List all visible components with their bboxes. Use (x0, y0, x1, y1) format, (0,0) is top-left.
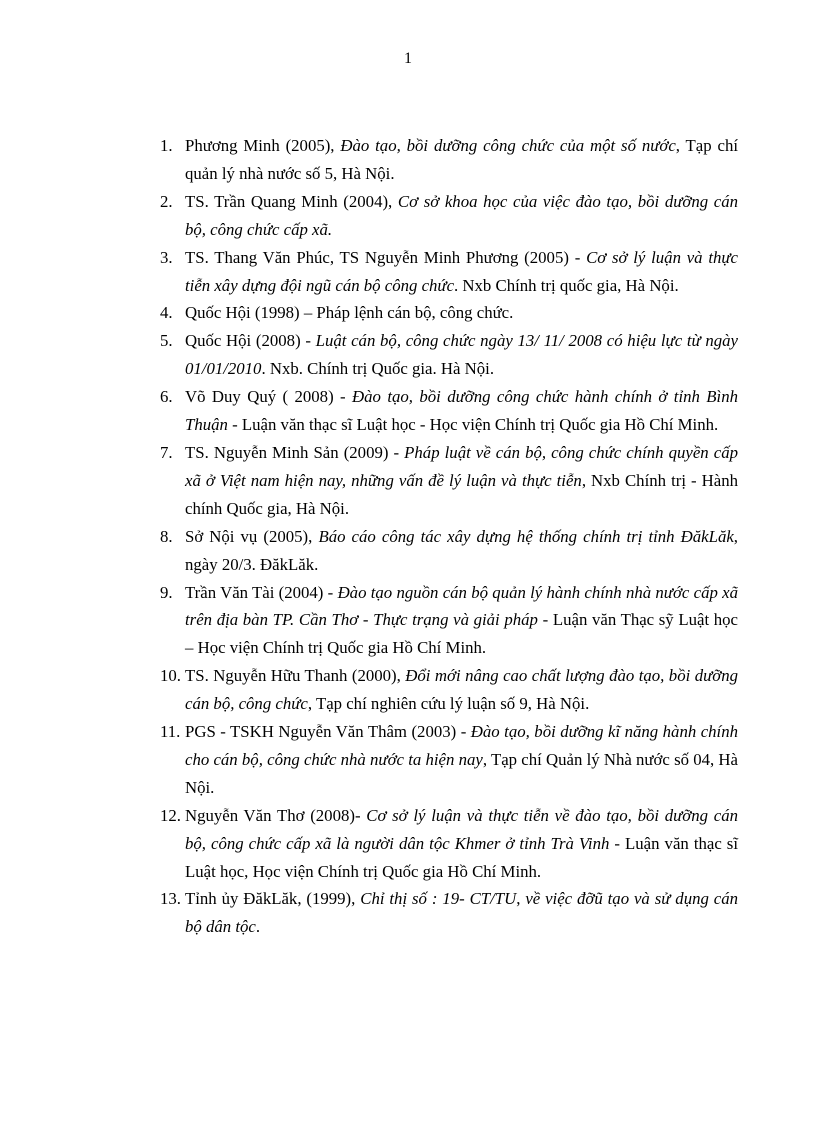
reference-title: Pháp luật về cán bộ, công chức chính quyền cấp xã ở Việt nam hiện nay, những vấn đề lý luận và thực tiễn (185, 442, 738, 490)
reference-detail: TS. Thang Văn Phúc, TS Nguyễn Minh Phương (2005) - (185, 247, 587, 267)
reference-title: Chỉ thị số : 19- CT/TU (360, 889, 517, 909)
reference-detail: Quốc Hội (2008) - (185, 331, 316, 351)
reference-text (185, 303, 513, 322)
reference-item (160, 662, 738, 718)
reference-item (160, 802, 738, 886)
reference-text (185, 192, 738, 239)
reference-number: 13. (160, 889, 181, 909)
reference-detail: , (516, 889, 526, 909)
reference-detail: , Nxb Chính trị - Hành chính Quốc gia, Hà Nội. (185, 470, 738, 518)
reference-text (185, 889, 738, 936)
reference-item (160, 885, 738, 941)
reference-detail: TS. Nguyễn Hữu Thanh (2000), (185, 666, 406, 686)
reference-detail: , Tạp chí nghiên cứu lý luận số 9, Hà Nội. (307, 694, 590, 714)
reference-item (160, 439, 738, 523)
reference-item (160, 579, 738, 663)
reference-title: Đào tạo, bồi dưỡng công chức của một số nước (340, 136, 676, 155)
reference-item (160, 718, 738, 802)
reference-detail: . (255, 917, 261, 937)
reference-list (160, 132, 738, 941)
reference-detail: , ngày 20/3. ĐăkLăk. (185, 526, 738, 574)
reference-item (160, 523, 738, 579)
reference-title: Đổi mới nâng cao chất lượng đào tạo, bồi dưỡng cán bộ, công chức (185, 666, 738, 714)
reference-detail: , Tạp chí Quản lý Nhà nước số 04, Hà Nội. (185, 749, 738, 797)
reference-detail: - Luận văn thạc sĩ Luật học, Học viện Chính trị Quốc gia Hồ Chí Minh. (185, 833, 738, 881)
reference-number: 4. (160, 303, 173, 323)
reference-title: Đào tạo, bồi dưỡng công chức hành chính ở tỉnh Bình Thuận (185, 387, 738, 435)
reference-number: 8. (160, 526, 173, 546)
reference-item (160, 383, 738, 439)
reference-title: Cơ sở khoa học của việc đào tạo, bồi dưỡng cán bộ, công chức cấp xã. (185, 191, 738, 239)
reference-number: 5. (160, 331, 173, 351)
reference-detail: Phương Minh (2005), (185, 136, 341, 155)
reference-text (185, 583, 738, 658)
reference-number: 6. (160, 387, 173, 407)
reference-title: Cơ sở lý luận và thực tiễn xây dựng đội ngũ cán bộ công chức (185, 247, 738, 295)
reference-text (185, 666, 738, 713)
reference-detail: Võ Duy Quý ( 2008) - (185, 387, 353, 407)
reference-item (160, 188, 738, 244)
reference-detail: , Tạp chí quản lý nhà nước số 5, Hà Nội. (185, 136, 738, 183)
reference-detail: TS. Nguyễn Minh Sản (2009) - (185, 442, 405, 462)
reference-text (185, 331, 738, 378)
reference-number: 10. (160, 666, 181, 686)
reference-item (160, 327, 738, 383)
reference-detail: . Nxb Chính trị quốc gia, Hà Nội. (454, 275, 679, 295)
reference-detail: PGS - TSKH Nguyễn Văn Thâm (2003) - (185, 722, 471, 742)
reference-text (185, 443, 738, 518)
reference-detail: Trần Văn Tài (2004) - (185, 582, 338, 602)
reference-detail: Quốc Hội (1998) – Pháp lệnh cán bộ, công chức. (185, 303, 514, 323)
reference-text (185, 527, 738, 574)
reference-text (185, 248, 738, 295)
reference-title: Luật cán bộ, công chức ngày 13/ 11/ 2008 có hiệu lực từ ngày 01/01/2010 (185, 331, 738, 379)
reference-detail: TS. Trần Quang Minh (2004), (185, 191, 398, 211)
reference-title: Đào tạo nguồn cán bộ quản lý hành chính nhà nước cấp xã trên địa bàn TP. Cần Thơ - Thực trạng và giải pháp (185, 582, 739, 630)
reference-number: 12. (160, 805, 181, 825)
reference-text (185, 136, 738, 183)
reference-number: 3. (160, 247, 173, 267)
reference-detail: - Luận văn thạc sĩ Luật học - Học viện Chính trị Quốc gia Hồ Chí Minh. (227, 415, 719, 435)
reference-detail: - Luận văn Thạc sỹ Luật học – Học viện Chính trị Quốc gia Hồ Chí Minh. (185, 610, 738, 658)
reference-detail: Nguyễn Văn Thơ (2008)- (185, 805, 367, 825)
reference-number: 11. (160, 722, 181, 742)
reference-item (160, 244, 738, 300)
reference-number: 2. (160, 191, 173, 211)
reference-item (160, 299, 738, 327)
reference-item (160, 132, 738, 188)
reference-title: về việc đỡũ tạo và sử dụng cán bộ dân tộc (185, 889, 738, 937)
reference-number: 1. (160, 136, 173, 155)
reference-title: Cơ sở lý luận và thực tiễn về đào tạo, bồi dưỡng cán bộ, công chức cấp xã là người dân tộc Khmer ở tỉnh Trà Vinh (185, 805, 738, 853)
reference-number: 7. (160, 442, 173, 462)
reference-title: Báo cáo công tác xây dựng hệ thống chính trị tỉnh ĐăkLăk (318, 526, 734, 546)
reference-detail: Tỉnh ủy ĐăkLăk, (1999), (185, 889, 361, 909)
reference-number: 9. (160, 582, 173, 602)
reference-detail: Sở Nội vụ (2005), (185, 526, 319, 546)
page-number: 1 (404, 50, 412, 67)
reference-detail: . Nxb. Chính trị Quốc gia. Hà Nội. (261, 359, 495, 379)
reference-text (185, 806, 738, 881)
reference-text (185, 387, 738, 434)
reference-title: Đào tạo, bồi dưỡng kĩ năng hành chính cho cán bộ, công chức nhà nước ta hiện nay (185, 722, 739, 769)
reference-text (185, 722, 738, 797)
